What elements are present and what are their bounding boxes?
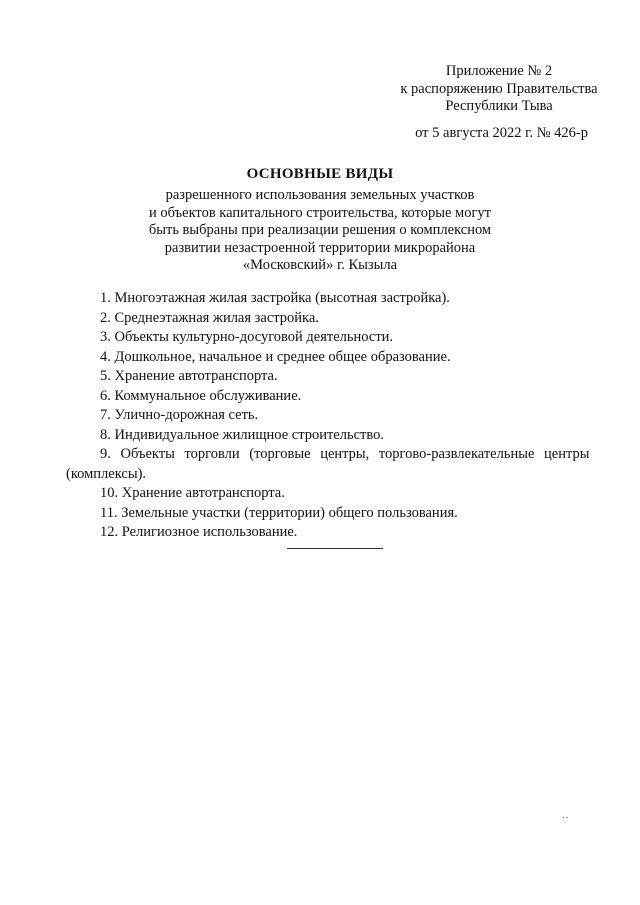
list-item: 3. Объекты культурно-досуговой деятельности. (100, 329, 394, 345)
subtitle-line: быть выбраны при реализации решения о комплексном (148, 222, 492, 238)
scan-speck: ·· (562, 813, 569, 824)
list-item: 4. Дошкольное, начальное и среднее общее образование. (100, 348, 451, 365)
list-item: 12. Религиозное использование. (100, 524, 298, 540)
appendix-number: Приложение № 2 (445, 63, 553, 79)
list-item: 2. Среднеэтажная жилая застройка. (100, 309, 319, 326)
document-title-block (130, 165, 510, 275)
subtitle-line: «Московский» г. Кызыла (242, 257, 398, 273)
list-item: 10. Хранение автотранспорта. (100, 485, 285, 501)
list-item-continuation: (комплексы). (66, 465, 147, 482)
usage-types-list (66, 289, 610, 543)
list-item: 11. Земельные участки (территории) общего пользования. (100, 504, 458, 521)
list-item: 6. Коммунальное обслуживание. (100, 387, 302, 404)
closing-divider (287, 548, 383, 549)
document-subtitle (130, 187, 510, 275)
list-item: 1. Многоэтажная жилая застройка (высотная застройка). (100, 290, 450, 306)
appendix-date: от 5 августа 2022 г. № 426-р (415, 124, 588, 141)
appendix-header (380, 63, 618, 142)
subtitle-line: развитии незастроенной территории микрорайона (164, 239, 476, 256)
list-item: 8. Индивидуальное жилищное строительство. (100, 426, 384, 443)
document-title: ОСНОВНЫЕ ВИДЫ (246, 166, 394, 182)
appendix-republic: Республики Тыва (445, 98, 553, 114)
list-item: 9. Объекты торговли (торговые центры, торгово-развлекательные центры (100, 446, 590, 462)
subtitle-line: разрешенного использования земельных участков (165, 187, 475, 203)
appendix-order-ref: к распоряжению Правительства (400, 80, 598, 97)
subtitle-line: и объектов капитального строительства, которые могут (148, 204, 491, 221)
list-item: 5. Хранение автотранспорта. (100, 368, 278, 384)
list-item: 7. Улично-дорожная сеть. (100, 407, 259, 423)
